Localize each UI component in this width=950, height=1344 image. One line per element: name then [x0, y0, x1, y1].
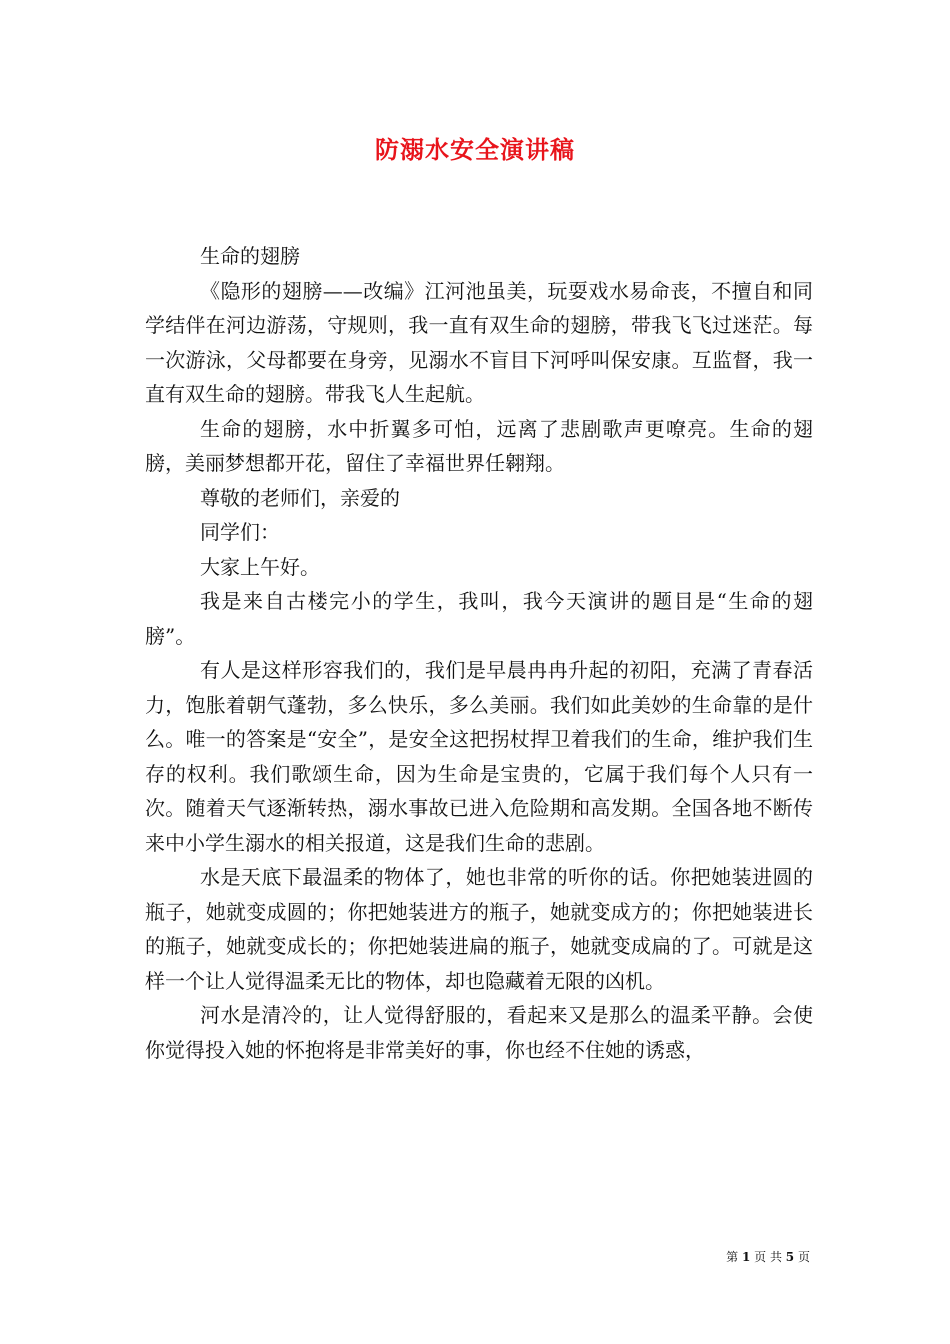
document-title: 防溺水安全演讲稿 — [375, 135, 575, 164]
paragraph-safety: 有人是这样形容我们的，我们是早晨冉冉升起的初阳，充满了青春活力，饱胀着朝气蓬勃，多么快乐，多么美丽。我们如此美妙的生命靠的是什么。唯一的答案是“安全”，是安全这把拐杖捍卫着我们的生命，维护我们生存的权利。我们歌颂生命，因为生命是宝贵的，它属于我们每个人只有一次。随着天气逐渐转热，溺水事故已进入危险期和高发期。全国各地不断传来中小学生溺水的相关报道，这是我们生命的悲剧。 — [145, 658, 813, 855]
paragraph-song-chorus: 生命的翅膀，水中折翼多可怕，远离了悲剧歌声更嘹亮。生命的翅膀，美丽梦想都开花，留住了幸福世界任翱翔。 — [145, 416, 813, 475]
footer-middle: 页 共 — [754, 1250, 782, 1264]
paragraph-greeting-students: 同学们： — [200, 520, 280, 544]
footer-total-pages: 5 — [785, 1250, 795, 1264]
paragraph-river: 河水是清冷的，让人觉得舒服的，看起来又是那么的温柔平静。会使你觉得投入她的怀抱将是非常美好的事，你也经不住她的诱惑， — [145, 1003, 813, 1062]
document-body — [145, 239, 813, 1067]
footer-prefix: 第 — [726, 1250, 739, 1264]
paragraph-introduction: 我是来自古楼完小的学生，我叫，我今天演讲的题目是“生命的翅膀”。 — [145, 589, 813, 648]
paragraph-subtitle: 生命的翅膀 — [200, 244, 300, 268]
footer-current-page: 1 — [741, 1250, 751, 1264]
paragraph-song-lyrics: 《隐形的翅膀——改编》江河池虽美，玩耍戏水易命丧，不擅自和同学结伴在河边游荡，守规则，我一直有双生命的翅膀，带我飞飞过迷茫。每一次游泳，父母都要在身旁，见溺水不盲目下河呼叫保安康。互监督，我一直有双生命的翅膀。带我飞人生起航。 — [145, 278, 813, 406]
paragraph-good-morning: 大家上午好。 — [200, 554, 320, 579]
page-number-footer — [726, 1248, 810, 1266]
paragraph-greeting-teachers: 尊敬的老师们，亲爱的 — [200, 485, 400, 510]
paragraph-water: 水是天底下最温柔的物体了，她也非常的听你的话。你把她装进圆的瓶子，她就变成圆的；你把她装进方的瓶子，她就变成方的；你把她装进长的瓶子，她就变成长的；你把她装进扁的瓶子，她就变成扁的了。可就是这样一个让人觉得温柔无比的物体，却也隐藏着无限的凶机。 — [145, 865, 813, 993]
footer-suffix: 页 — [797, 1250, 810, 1264]
